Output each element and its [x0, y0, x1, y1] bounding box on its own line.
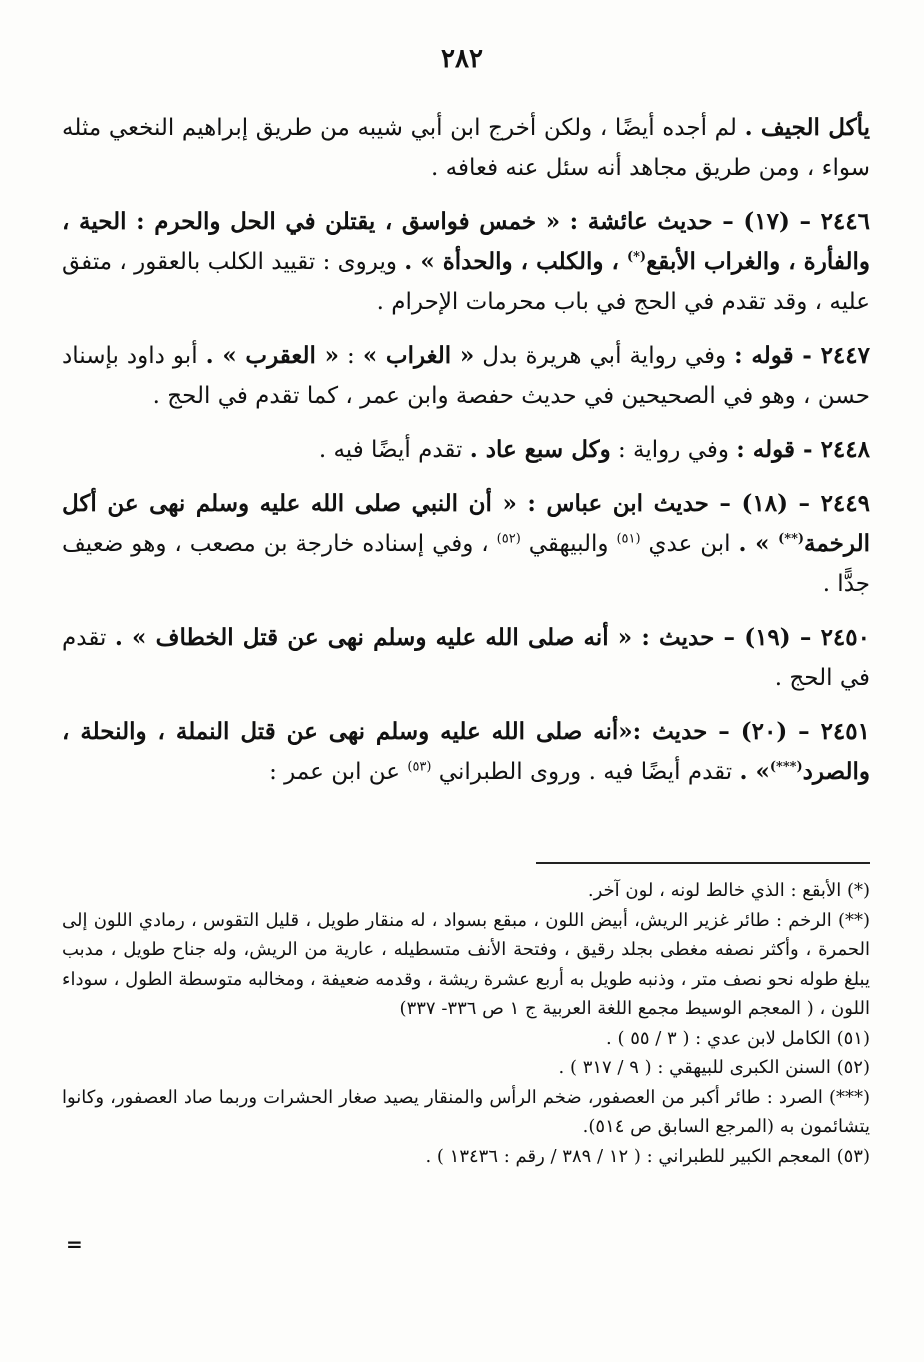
hadith-text: ٢٤٤٩ – (١٨) – حديث ابن عباس : « أن النبي صلى الله عليه وسلم نهى عن أكل الرخمة [62, 490, 870, 557]
paragraph-text: يأكل الجيف . [744, 114, 870, 141]
paragraph-text: : [339, 343, 363, 369]
paragraph-text: لم أجده أيضًا ، ولكن أخرج ابن أبي شيبه من طريق إبراهيم النخعي مثله سواء ، ومن طريق مجاهد أنه سئل عنه فعافه . [62, 115, 870, 181]
footnote-text: الرخم : طائر غزير الريش، أبيض اللون ، مبقع بسواد ، له منقار طويل ، قليل التقوس ، رمادي اللون إلى الحمرة ، وأكثر نصفه مغطى بجلد رقيق ، وفتحة الأنف متسطيله ، عارية من الريش، وله جناح طويل ، مدبب يبلغ طوله نحو نصف متر ، وذنبه طويل به أربع عشرة ريشة ، وقدمه ضعيفة ، ومخالبه متوسطة الطول ، سوداء اللون ، ( المعجم الوسيط مجمع اللغة العربية ج ١ ص ٣٣٦- ٣٣٧) [62, 909, 870, 1019]
paragraph-2447 [62, 336, 870, 416]
hadith-text: » . [738, 530, 779, 557]
footnote-separator [536, 862, 870, 864]
paragraph-text: وفي رواية أبي هريرة بدل [474, 343, 735, 369]
footnote-ref: (٥٣) [407, 759, 432, 775]
hadith-text: ٢٤٤٦ – (١٧) – حديث عائشة : « خمس فواسق ، يقتلن في الحل والحرم : الحية ، والفأرة ، والغراب الأبقع [62, 208, 870, 275]
footnote [62, 876, 870, 906]
quoted-word: « الغراب » [362, 342, 475, 369]
paragraph-2446 [62, 202, 870, 322]
quoted-word: « العقرب » . [205, 342, 340, 369]
hadith-text: ، والكلب ، والحدأة » . [404, 248, 627, 275]
hadith-text: ٢٤٥٠ – (١٩) – حديث : « أنه صلى الله عليه وسلم نهى عن قتل الخطاف » . [114, 624, 870, 651]
footnote-ref: (٥٢) [496, 531, 521, 547]
paragraph-heading: ٢٤٤٨ - قوله : [736, 436, 870, 463]
footnote-marker: (***) [769, 759, 803, 775]
paragraph-2450 [62, 618, 870, 698]
paragraph-2449 [62, 484, 870, 604]
footnotes [62, 876, 870, 1171]
footnote-text: المعجم الكبير للطبراني : ( ١٢ / ٣٨٩ / رقم : ١٣٤٣٦ ) . [425, 1145, 831, 1167]
footnote-text: السنن الكبرى للبيهقي : ( ٩ / ٣١٧ ) . [558, 1057, 831, 1078]
footnote [62, 1024, 870, 1054]
hadith-text: » . [739, 758, 770, 785]
paragraph-intro [62, 108, 870, 188]
footnote [62, 1053, 870, 1083]
footnote [62, 906, 870, 1024]
footnote-mark: (٥٣) [836, 1145, 870, 1167]
footnote-mark: (**) [837, 909, 870, 931]
footnote-marker: (**) [778, 531, 805, 547]
hadith-text: ٢٤٥١ – (٢٠) – حديث :«أنه صلى الله عليه وسلم نهى عن قتل النملة ، والنحلة ، والصرد [62, 718, 870, 785]
continuation-mark: = [66, 1232, 83, 1256]
paragraph-text: عن ابن عمر : [269, 759, 408, 785]
footnote-mark: (٥٢) [836, 1057, 870, 1078]
paragraph-text: ويروى : تقييد الكلب بالعقور ، متفق عليه ، وقد تقدم في الحج في باب محرمات الإحرام . [62, 249, 870, 315]
paragraph-text: تقدم في الحج . [62, 625, 870, 691]
footnote-text: الكامل لابن عدي : ( ٣ / ٥٥ ) . [606, 1027, 831, 1049]
page-number: ٢٨٢ [441, 44, 483, 74]
paragraph-text: والبيهقي [520, 531, 617, 557]
paragraph-2451 [62, 712, 870, 792]
footnote-text: الأبقع : الذي خالط لونه ، لون آخر. [587, 880, 842, 901]
paragraph-text: أبو داود بإسناد حسن ، وهو في الصحيحين في حديث حفصة وابن عمر ، كما تقدم في الحج . [62, 343, 870, 409]
main-text [62, 108, 870, 806]
footnote [62, 1083, 870, 1142]
paragraph-text: ، وفي إسناده خارجة بن مصعب ، وهو ضعيف جدًّا . [62, 531, 870, 597]
paragraph-text: وفي رواية : [610, 437, 737, 463]
paragraph-text: تقدم أيضًا فيه . [318, 437, 470, 463]
footnote-ref: (٥١) [616, 531, 641, 547]
footnote-marker: (*) [626, 249, 647, 265]
footnote-mark: (٥١) [836, 1027, 870, 1049]
paragraph-heading: ٢٤٤٧ - قوله : [734, 342, 870, 369]
footnote-text: الصرد : طائر أكبر من العصفور، ضخم الرأس والمنقار يصيد صغار الحشرات وربما صاد العصفور، وكانوا يتشائمون به (المرجع السابق ص ٥١٤). [62, 1086, 870, 1137]
footnote-mark: (***) [828, 1086, 870, 1108]
paragraph-text: ابن عدي [640, 531, 739, 557]
footnote-mark: (*) [846, 880, 870, 901]
paragraph-text: تقدم أيضًا فيه . وروى الطبراني [431, 759, 740, 785]
quoted-word: وكل سبع عاد . [469, 436, 611, 463]
paragraph-2448 [62, 430, 870, 470]
footnote [62, 1142, 870, 1172]
